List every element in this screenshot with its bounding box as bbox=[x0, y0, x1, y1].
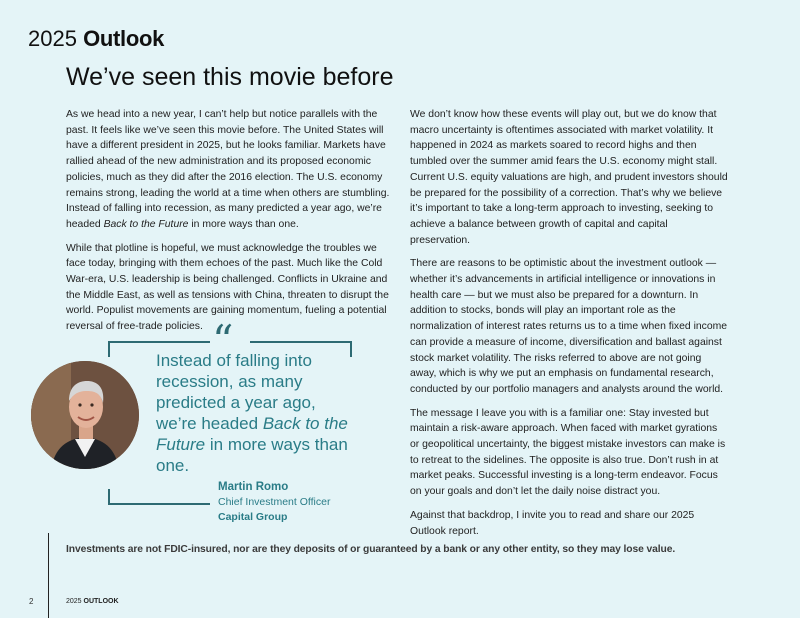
film-title-emphasis: Back to the Future bbox=[103, 218, 189, 230]
quote-text: Instead of falling into recession, as many predicted a year ago, we’re headed Back to the Future in more ways than one. bbox=[156, 351, 348, 475]
quote-mark-icon: “ bbox=[212, 316, 234, 365]
right-paragraph-2: There are reasons to be optimistic about the investment outlook — whether it’s advancements in artificial intelligence or innovations in health care — but we must also be prepared for a downturn. In addition to stocks, bonds will play an important role as the normalization of interest rates returns us to a time when fixed income can provide a measure of income, diversification and ballast against stock market volatility. The risks referred to above are not going away, which is why we put an emphasis on fundamental research, conducted by our portfolio managers and analysts around the world. bbox=[410, 258, 728, 395]
author-role: Chief Investment Officer bbox=[218, 496, 331, 508]
left-column bbox=[66, 107, 392, 343]
quote-film-title: Back to the Future bbox=[156, 414, 348, 454]
author-portrait-image bbox=[31, 361, 139, 469]
right-paragraph-1: We don’t know how these events will play out, but we do know that macro uncertainty is oftentimes associated with market volatility. It happened in 2024 as markets soared to record highs and then tumbled over the summer amid fears the U.S. economy might stall. Current U.S. equity valuations are high, and prudent investors should be prepared for the possibility of a correction. That’s why we believe it’s important to take a long-term approach to investing, seeking to achieve a balance between growth of capital and capital preservation. bbox=[410, 109, 728, 246]
quote-attribution bbox=[218, 480, 330, 525]
footer-year: 2025 bbox=[66, 598, 82, 605]
right-paragraph-3: The message I leave you with is a familiar one: Stay invested but maintain a risk-aware approach. When faced with market gyrations or geopolitical uncertainty, the biggest mistake investors can make is to retreat to the sidelines. The opposite is also true. Don’t rush in at market peaks. Successful investing is a long-term endeavor. Focus on your goals and don’t let the daily noise distract you. bbox=[410, 407, 726, 498]
disclaimer: Investments are not FDIC-insured, nor are they deposits of or guaranteed by a bank or any other entity, so they may lose value. bbox=[66, 544, 676, 555]
author-organization: Capital Group bbox=[218, 511, 288, 523]
right-paragraph-4: Against that backdrop, I invite you to read and share our 2025 Outlook report. bbox=[410, 509, 695, 537]
left-paragraph-1: As we head into a new year, I can’t help but notice parallels with the past. It feels like we’ve seen this movie before. The United States will have a different president in 2025, but he looks familiar. Markets have rallied ahead of the new administration and its proposed economic policies, much as they did after the 2016 election. The U.S. economy remains strong, leading the world at a time when others are stumbling. Instead of falling into recession, as many predicted a year ago, we’re headed Back to the Future in more ways than one. bbox=[66, 109, 390, 230]
left-paragraph-2: While that plotline is hopeful, we must acknowledge the troubles we face today, bringing with them echoes of the past. Much like the Cold War-era, U.S. leadership is being challenged. Conflicts in Ukraine and the Middle East, as well as tensions with China, threaten to disrupt the world. Populist movements are gaining momentum, fueling a potential reversal of free-trade policies. bbox=[66, 242, 389, 333]
author-avatar bbox=[31, 361, 139, 469]
header-year: 2025 bbox=[28, 26, 77, 51]
footer-label bbox=[66, 598, 119, 605]
header-title: Outlook bbox=[83, 26, 165, 51]
author-name: Martin Romo bbox=[218, 481, 289, 493]
page-number: 2 bbox=[29, 597, 34, 606]
footer-divider bbox=[48, 533, 49, 618]
right-column bbox=[410, 107, 728, 547]
page-title: We’ve seen this movie before bbox=[66, 63, 394, 91]
report-header bbox=[28, 26, 164, 52]
quote-bracket-bottom bbox=[108, 489, 210, 505]
footer-title: OUTLOOK bbox=[83, 598, 119, 605]
